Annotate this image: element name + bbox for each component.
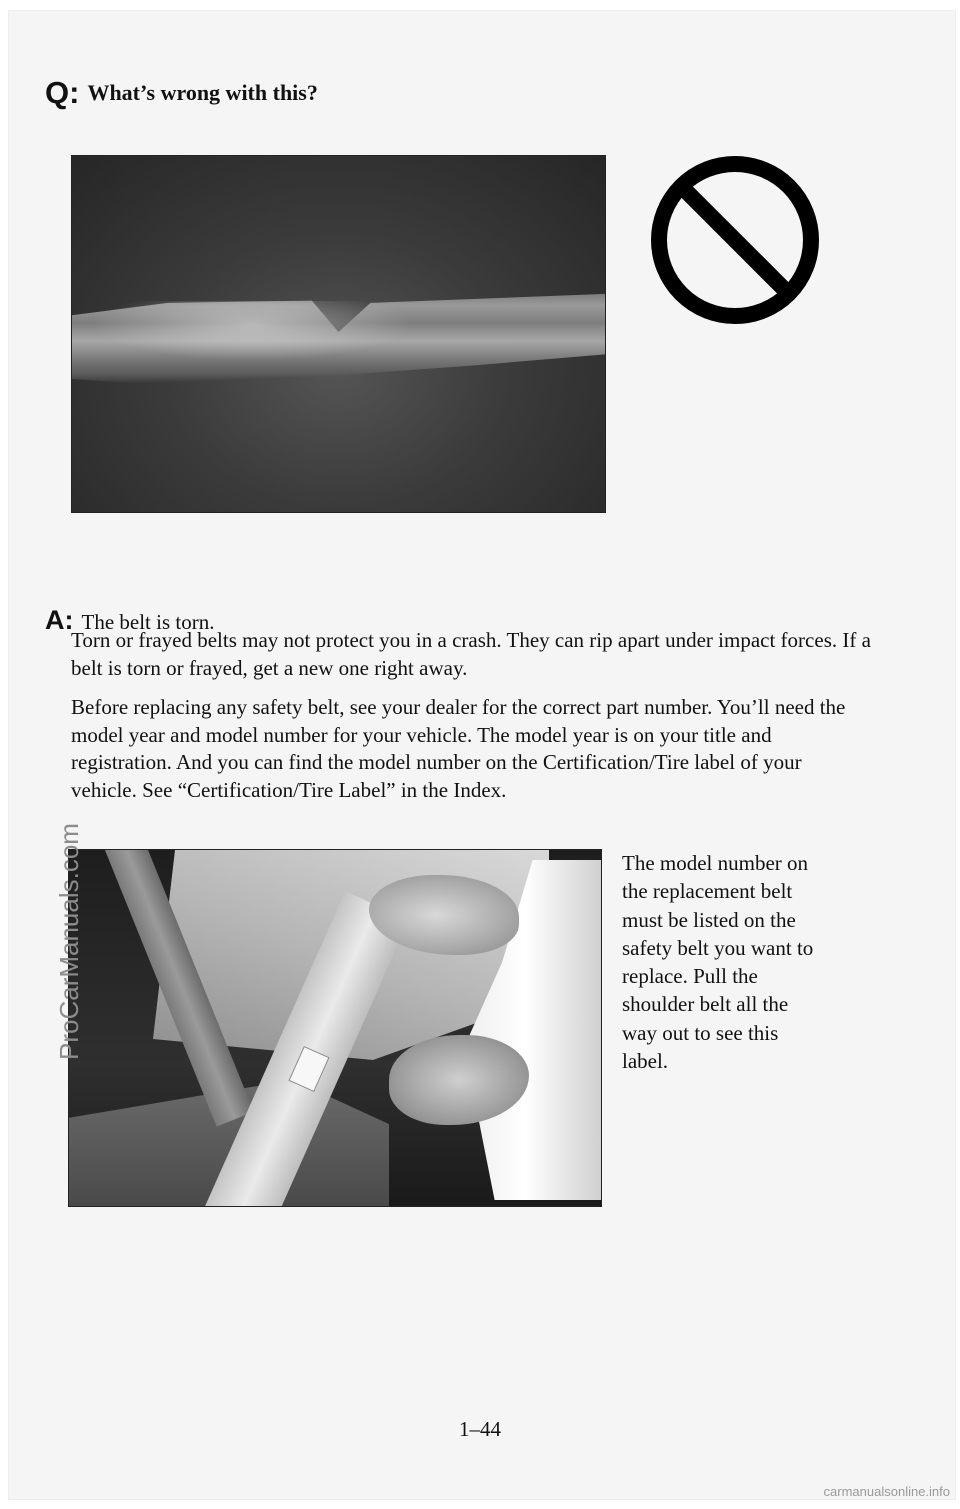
side-caption-line: replace. Pull the <box>622 964 758 989</box>
side-caption <box>622 849 872 1075</box>
prohibited-icon <box>645 150 825 330</box>
side-caption-line: the replacement belt <box>622 879 793 904</box>
side-caption-line: way out to see this <box>622 1020 779 1045</box>
side-caption-line: label. <box>622 1049 669 1074</box>
watermark-vertical: ProCarManuals.com <box>54 823 84 1060</box>
paragraph-replacement: Before replacing any safety belt, see your dealer for the correct part number. You’ll need the model year and model number for your vehicle. The model year is on your title and registration. And you can find the model number on the Certification/Tire label of your vehicle. See “Certification/Tire Label” in the Index. <box>71 695 846 802</box>
question-label: Q: <box>45 75 80 110</box>
label-location-photo <box>68 849 602 1207</box>
page-number: 1–44 <box>459 1417 501 1441</box>
side-caption-line: shoulder belt all the <box>622 992 789 1017</box>
answer-text: The belt is torn. <box>81 610 215 634</box>
side-caption-line: The model number on <box>622 851 809 875</box>
side-caption-line: safety belt you want to <box>622 935 814 960</box>
question-text: What’s wrong with this? <box>87 80 318 105</box>
paragraph-torn-belts: Torn or frayed belts may not protect you in a crash. They can rip apart under impact forces. If a belt is torn or frayed, get a new one right away. <box>71 628 871 680</box>
question-line <box>45 75 318 111</box>
torn-belt-photo <box>71 155 606 513</box>
belt-highlight <box>92 301 412 361</box>
watermark-bottom: carmanualsonline.info <box>823 1484 950 1499</box>
answer-label: A: <box>45 605 74 635</box>
side-caption-line: must be listed on the <box>622 907 796 932</box>
